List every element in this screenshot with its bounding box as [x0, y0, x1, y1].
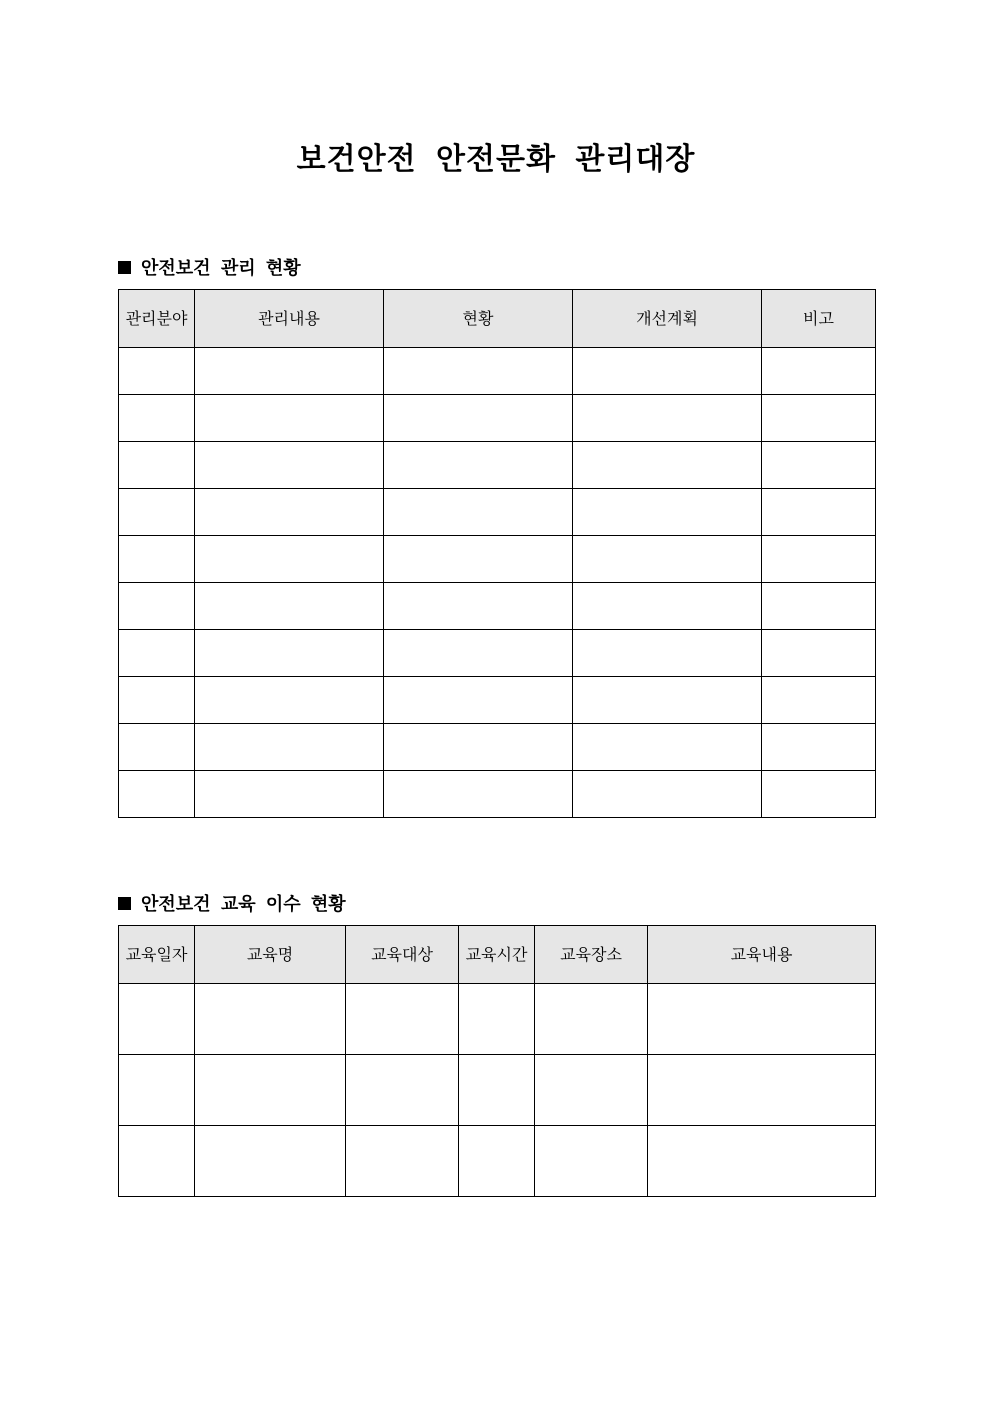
- table-cell[interactable]: [384, 771, 573, 818]
- table-cell[interactable]: [762, 395, 876, 442]
- table-row: [119, 677, 876, 724]
- table-header-row: [119, 926, 876, 984]
- table-cell[interactable]: [119, 677, 195, 724]
- education-section-heading: [118, 890, 346, 916]
- table-cell[interactable]: [573, 536, 762, 583]
- table-cell[interactable]: [762, 489, 876, 536]
- table-cell[interactable]: [535, 1126, 648, 1197]
- column-header-management-field: 관리분야: [119, 290, 195, 348]
- page-title: 보건안전 안전문화 관리대장: [296, 142, 696, 177]
- management-section-heading: [118, 254, 301, 280]
- table-row: [119, 489, 876, 536]
- table-row: [119, 536, 876, 583]
- table-cell[interactable]: [573, 348, 762, 395]
- table-cell[interactable]: [762, 630, 876, 677]
- table-row: [119, 348, 876, 395]
- table-row: [119, 395, 876, 442]
- table-cell[interactable]: [384, 348, 573, 395]
- table-cell[interactable]: [648, 1055, 876, 1126]
- table-cell[interactable]: [648, 984, 876, 1055]
- column-header-education-content: 교육내용: [648, 926, 876, 984]
- table-cell[interactable]: [119, 395, 195, 442]
- table-cell[interactable]: [384, 724, 573, 771]
- table-row: [119, 442, 876, 489]
- table-cell[interactable]: [762, 724, 876, 771]
- table-cell[interactable]: [119, 489, 195, 536]
- table-cell[interactable]: [119, 348, 195, 395]
- table-cell[interactable]: [195, 984, 346, 1055]
- table-cell[interactable]: [195, 1126, 346, 1197]
- table-cell[interactable]: [119, 724, 195, 771]
- table-cell[interactable]: [573, 583, 762, 630]
- table-cell[interactable]: [762, 348, 876, 395]
- table-cell[interactable]: [119, 630, 195, 677]
- table-cell[interactable]: [648, 1126, 876, 1197]
- table-cell[interactable]: [384, 536, 573, 583]
- table-cell[interactable]: [195, 771, 384, 818]
- column-header-management-content: 관리내용: [195, 290, 384, 348]
- table-cell[interactable]: [459, 1055, 535, 1126]
- table-row: [119, 583, 876, 630]
- black-square-icon: [118, 261, 131, 274]
- table-cell[interactable]: [346, 984, 459, 1055]
- table-cell[interactable]: [384, 442, 573, 489]
- table-header-row: [119, 290, 876, 348]
- table-cell[interactable]: [384, 395, 573, 442]
- table-cell[interactable]: [346, 1055, 459, 1126]
- management-table-body: [119, 348, 876, 818]
- table-cell[interactable]: [195, 536, 384, 583]
- table-cell[interactable]: [573, 677, 762, 724]
- table-cell[interactable]: [762, 677, 876, 724]
- table-cell[interactable]: [384, 583, 573, 630]
- column-header-improvement-plan: 개선계획: [573, 290, 762, 348]
- table-cell[interactable]: [119, 984, 195, 1055]
- table-cell[interactable]: [573, 771, 762, 818]
- table-cell[interactable]: [535, 1055, 648, 1126]
- table-row: [119, 724, 876, 771]
- education-completion-table: [118, 925, 876, 1197]
- table-cell[interactable]: [119, 771, 195, 818]
- table-cell[interactable]: [195, 630, 384, 677]
- table-cell[interactable]: [195, 395, 384, 442]
- table-cell[interactable]: [119, 442, 195, 489]
- table-row: [119, 771, 876, 818]
- management-section-heading-text: 안전보건 관리 현황: [141, 258, 301, 279]
- table-cell[interactable]: [762, 442, 876, 489]
- table-cell[interactable]: [384, 630, 573, 677]
- column-header-education-date: 교육일자: [119, 926, 195, 984]
- table-cell[interactable]: [573, 724, 762, 771]
- table-cell[interactable]: [119, 583, 195, 630]
- table-cell[interactable]: [459, 1126, 535, 1197]
- table-cell[interactable]: [573, 442, 762, 489]
- table-cell[interactable]: [195, 442, 384, 489]
- table-row: [119, 630, 876, 677]
- table-cell[interactable]: [762, 771, 876, 818]
- table-row: [119, 984, 876, 1055]
- column-header-status: 현황: [384, 290, 573, 348]
- table-cell[interactable]: [195, 489, 384, 536]
- column-header-education-target: 교육대상: [346, 926, 459, 984]
- table-cell[interactable]: [195, 348, 384, 395]
- table-cell[interactable]: [119, 536, 195, 583]
- education-table-body: [119, 984, 876, 1197]
- table-cell[interactable]: [119, 1055, 195, 1126]
- table-row: [119, 1055, 876, 1126]
- table-cell[interactable]: [535, 984, 648, 1055]
- table-cell[interactable]: [195, 724, 384, 771]
- table-cell[interactable]: [762, 536, 876, 583]
- table-cell[interactable]: [195, 583, 384, 630]
- table-cell[interactable]: [346, 1126, 459, 1197]
- education-section-heading-text: 안전보건 교육 이수 현황: [141, 894, 346, 915]
- table-cell[interactable]: [573, 630, 762, 677]
- table-cell[interactable]: [762, 583, 876, 630]
- column-header-remarks: 비고: [762, 290, 876, 348]
- column-header-education-hours: 교육시간: [459, 926, 535, 984]
- table-cell[interactable]: [384, 677, 573, 724]
- table-cell[interactable]: [195, 677, 384, 724]
- table-cell[interactable]: [195, 1055, 346, 1126]
- table-cell[interactable]: [459, 984, 535, 1055]
- table-cell[interactable]: [119, 1126, 195, 1197]
- management-status-table: [118, 289, 876, 818]
- table-cell[interactable]: [573, 489, 762, 536]
- table-cell[interactable]: [573, 395, 762, 442]
- black-square-icon: [118, 897, 131, 910]
- table-cell[interactable]: [384, 489, 573, 536]
- table-row: [119, 1126, 876, 1197]
- column-header-education-place: 교육장소: [535, 926, 648, 984]
- column-header-education-name: 교육명: [195, 926, 346, 984]
